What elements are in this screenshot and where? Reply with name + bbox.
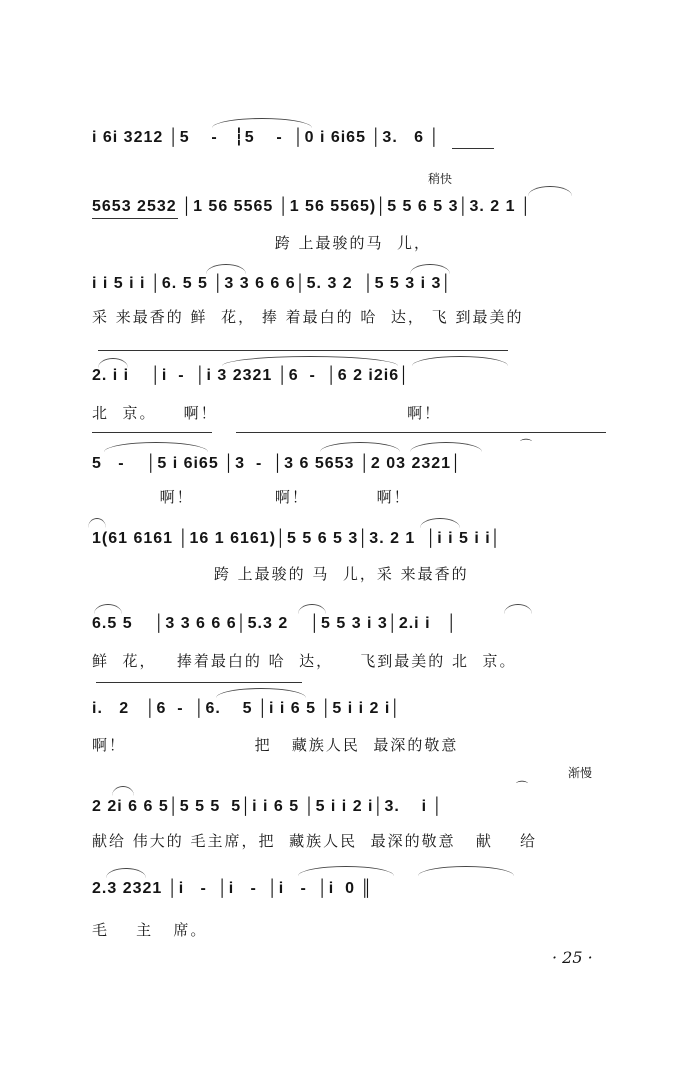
phrase-line <box>236 432 606 433</box>
notation-row-9: 2 2i 6 6 5│5 5 5 5│i i 6 5 │5 i i 2 i│3. i │ <box>92 798 444 815</box>
notation-row-5: 5 - │5 i 6i65 │3 - │3 6 5653 │2 03 2321│ <box>92 455 463 472</box>
tie-arc <box>216 688 306 698</box>
tie-arc <box>222 356 398 366</box>
notation-row-3: i i 5 i i │6. 5 5 │3 3 6 6 6│5. 3 2 │5 5 3 i 3│ <box>92 275 453 292</box>
fermata-mark: ⌒ <box>516 780 529 794</box>
tie-arc <box>420 518 460 528</box>
lyric-row-10: 毛 主 席。 <box>92 921 208 939</box>
page-number: · 25 · <box>552 948 593 967</box>
lyric-row-5: 啊！ 啊！ 啊！ <box>92 488 411 506</box>
tie-arc <box>320 442 400 452</box>
tie-arc <box>410 264 450 274</box>
phrase-line <box>96 682 302 683</box>
tie-arc <box>112 786 134 796</box>
tie-arc <box>410 442 482 452</box>
beam-line <box>92 218 178 219</box>
tie-arc <box>104 442 208 452</box>
tie-arc <box>94 604 122 614</box>
tie-arc <box>106 868 146 878</box>
lyric-row-4: 北 京。 啊！ 啊！ <box>92 404 442 422</box>
phrase-line <box>92 432 212 433</box>
tie-arc <box>212 118 312 128</box>
tie-arc <box>418 866 514 876</box>
notation-row-6: 1(61 6161 │16 1 6161)│5 5 6 5 3│3. 2 1 │i i 5 i i│ <box>92 530 502 547</box>
tie-arc <box>88 518 106 528</box>
notation-row-8: i. 2 │6 - │6. 5 │i i 6 5 │5 i i 2 i│ <box>92 700 402 717</box>
dynamics-mark: 渐慢 <box>568 766 593 780</box>
lyric-row-3: 采 来最香的 鲜 花， 捧 着最白的 哈 达， 飞 到最美的 <box>92 308 524 326</box>
beam-line <box>452 148 494 149</box>
lyric-row-6: 跨 上最骏的 马 儿，采 来最香的 <box>92 565 469 583</box>
lyric-row-7: 鲜 花， 捧着最白的 哈 达， 飞到最美的 北 京。 <box>92 652 517 670</box>
notation-row-2: 5653 2532 │1 56 5565 │1 56 5565)│5 5 6 5 3│3. 2 1 │ <box>92 198 532 215</box>
tempo-change-mark: 稍快 <box>428 172 453 186</box>
tie-arc <box>528 186 572 196</box>
tie-arc <box>206 264 246 274</box>
tie-arc <box>98 358 128 368</box>
lyric-row-2: 跨 上最骏的马 儿， <box>92 234 432 252</box>
fermata-mark: ⌒ <box>520 438 533 452</box>
tie-arc <box>298 866 394 876</box>
phrase-line <box>98 350 508 351</box>
notation-row-7: 6.5 5 │3 3 6 6 6│5.3 2 │5 5 3 i 3│2.i i │ <box>92 615 458 632</box>
notation-row-4: 2. i i │i - │i 3 2321 │6 - │6 2 i2i6│ <box>92 367 411 384</box>
tie-arc <box>412 356 508 366</box>
notation-row-10: 2.3 2321 │i - │i - │i - │i 0 ║ <box>92 880 373 897</box>
tie-arc <box>504 604 532 614</box>
lyric-row-9: 献给 伟大的 毛主席，把 藏族人民 最深的敬意 献 给 <box>92 832 537 850</box>
lyric-row-8: 啊！ 把 藏族人民 最深的敬意 <box>92 736 459 754</box>
notation-row-1: i 6i 3212 │5 - ┆5 - │0 i 6i65 │3. 6 │ <box>92 129 441 146</box>
tie-arc <box>298 604 326 614</box>
